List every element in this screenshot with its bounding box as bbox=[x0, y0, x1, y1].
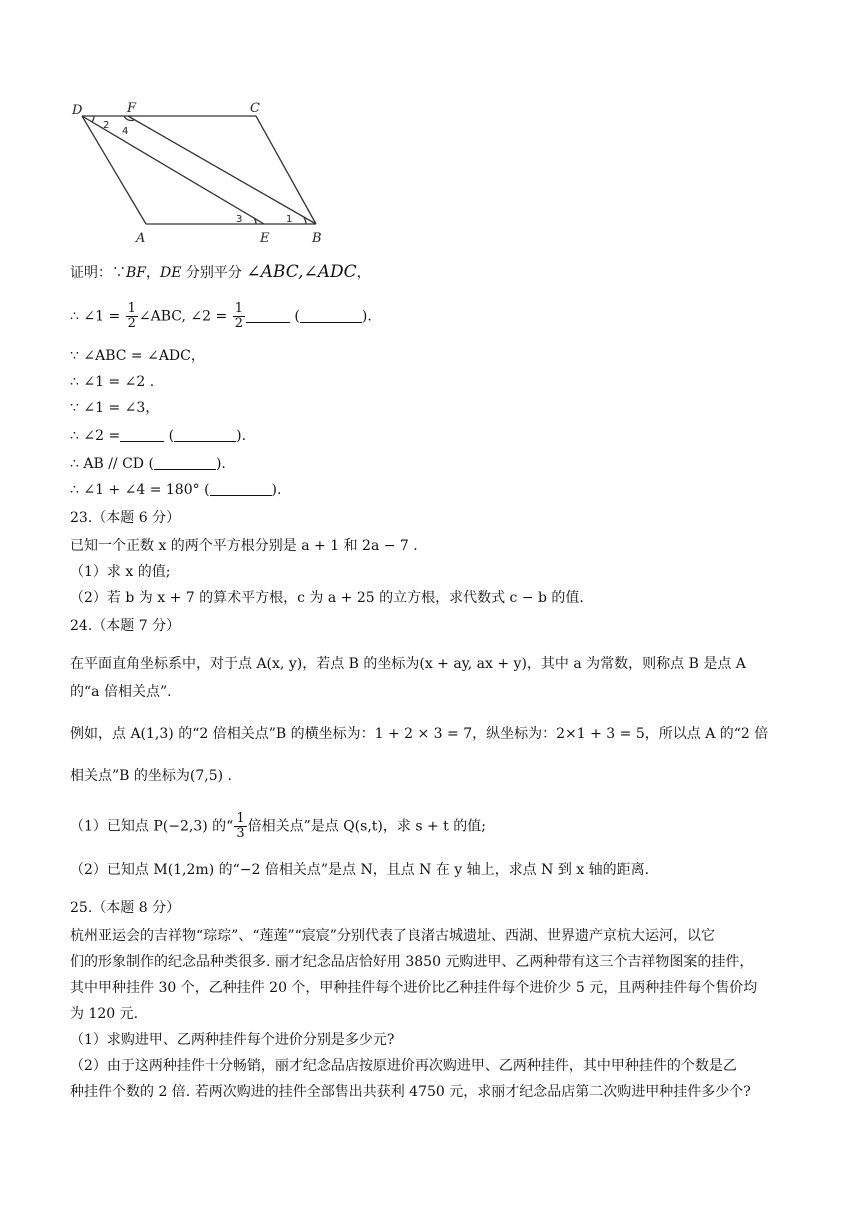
proof-text: ∠ABC, ∠2 = bbox=[138, 308, 228, 325]
label-d: D bbox=[72, 103, 83, 118]
fraction-denominator: 2 bbox=[234, 316, 243, 331]
parallelogram-figure bbox=[70, 98, 330, 248]
label-e: E bbox=[260, 231, 270, 246]
edge-cb bbox=[256, 116, 316, 224]
proof-text: ( bbox=[289, 308, 300, 325]
fraction-denominator: 2 bbox=[127, 316, 136, 331]
proof-text: ， bbox=[356, 265, 371, 281]
angle-2-arc bbox=[92, 116, 94, 122]
proof-line-8 bbox=[70, 480, 281, 500]
segment-de bbox=[82, 116, 264, 224]
q25-stem-line-1: 杭州亚运会的吉祥物“琮琮”、“莲莲”“宸宸”分别代表了良渚古城遗址、西湖、世界遗产京杭大运河，以它 bbox=[70, 928, 715, 944]
q25-stem-line-4: 为 120 元. bbox=[70, 1006, 139, 1022]
reason-blank[interactable] bbox=[300, 308, 362, 323]
proof-line-1 bbox=[70, 262, 371, 283]
proof-line-2 bbox=[70, 302, 372, 331]
answer-blank[interactable] bbox=[246, 308, 290, 323]
angle-label-2: 2 bbox=[103, 120, 110, 131]
q25-part-2-line-1: （2）由于这两种挂件十分畅销，丽才纪念品店按原进价再次购进甲、乙两种挂件，其中甲种挂件的个数是乙 bbox=[70, 1058, 737, 1074]
reason-blank[interactable] bbox=[154, 455, 216, 470]
q24-example-line-1: 例如，点 A(1,3) 的“2 倍相关点”B 的横坐标为：1 + 2 × 3 = 7，纵坐标为：2×1 + 3 = 5，所以点 A 的“2 倍 bbox=[70, 726, 769, 742]
q25-stem-line-3: 其中甲种挂件 30 个，乙种挂件 20 个，甲种挂件每个进价比乙种挂件每个进价少 5 元，且两种挂件每个售价均 bbox=[70, 980, 758, 996]
q24-part-2: （2）已知点 M(1,2m) 的“−2 倍相关点”是点 N，且点 N 在 y 轴上，求点 N 到 x 轴的距离. bbox=[70, 862, 650, 878]
answer-blank[interactable] bbox=[120, 427, 164, 442]
fraction-half bbox=[126, 302, 138, 331]
proof-text: 证明：∵ bbox=[70, 265, 126, 281]
proof-text: ∠ABC,∠ADC bbox=[246, 262, 357, 282]
question-text: （1）已知点 P(−2,3) 的“ bbox=[70, 818, 234, 835]
proof-line-5: ∵ ∠1 = ∠3， bbox=[70, 400, 160, 416]
proof-line-4: ∴ ∠1 = ∠2 . bbox=[70, 374, 155, 390]
proof-text: ). bbox=[236, 428, 247, 444]
q23-part-2: （2）若 b 为 x + 7 的算术平方根，c 为 a + 25 的立方根，求代数式 c − b 的值. bbox=[70, 590, 584, 606]
fraction-denominator: 3 bbox=[236, 826, 245, 841]
proof-text: ∴ ∠2 = bbox=[70, 428, 121, 444]
label-a: A bbox=[136, 231, 146, 246]
q24-part-1 bbox=[70, 812, 486, 841]
q23-header: 23.（本题 6 分） bbox=[70, 510, 181, 526]
proof-text: ∴ ∠1 = bbox=[70, 308, 121, 325]
proof-text: ). bbox=[271, 482, 282, 498]
q24-example-line-2: 相关点”B 的坐标为(7,5) . bbox=[70, 768, 232, 784]
proof-line-6 bbox=[70, 426, 246, 446]
proof-line-7 bbox=[70, 454, 226, 474]
fraction-numerator: 1 bbox=[127, 301, 136, 316]
q25-part-1: （1）求购进甲、乙两种挂件每个进价分别是多少元? bbox=[70, 1032, 395, 1048]
reason-blank[interactable] bbox=[210, 481, 272, 496]
angle-label-1: 1 bbox=[286, 214, 293, 225]
q23-stem: 已知一个正数 x 的两个平方根分别是 a + 1 和 2a − 7 . bbox=[70, 538, 418, 554]
proof-text: ( bbox=[164, 428, 175, 444]
q25-header: 25.（本题 8 分） bbox=[70, 900, 181, 916]
proof-line-3: ∵ ∠ABC = ∠ADC， bbox=[70, 348, 205, 364]
question-text: 倍相关点”是点 Q(s,t)，求 s + t 的值; bbox=[247, 818, 486, 835]
reason-blank[interactable] bbox=[174, 427, 236, 442]
q25-part-2-line-2: 种挂件个数的 2 倍. 若两次购进的挂件全部售出共获利 4750 元，求丽才纪念品店第二次购进甲种挂件多少个? bbox=[70, 1084, 751, 1100]
edge-da bbox=[82, 116, 146, 224]
proof-text: BF bbox=[126, 265, 147, 281]
proof-text: ∴ AB // CD ( bbox=[70, 456, 154, 472]
label-b: B bbox=[312, 231, 322, 246]
fraction-half bbox=[233, 302, 245, 331]
angle-label-4: 4 bbox=[122, 126, 129, 137]
q23-part-1: （1）求 x 的值; bbox=[70, 564, 171, 580]
label-f: F bbox=[127, 101, 137, 116]
proof-text: DE bbox=[160, 265, 182, 281]
proof-text: ∴ ∠1 + ∠4 = 180° ( bbox=[70, 482, 210, 498]
fraction-numerator: 1 bbox=[234, 301, 243, 316]
q24-stem-line-1: 在平面直角坐标系中，对于点 A(x, y)，若点 B 的坐标为(x + ay, ax + y)，其中 a 为常数，则称点 B 是点 A bbox=[70, 656, 746, 672]
label-c: C bbox=[250, 101, 260, 116]
proof-text: ). bbox=[361, 308, 372, 325]
proof-text: ， bbox=[146, 265, 161, 281]
q24-stem-line-2: 的“a 倍相关点”. bbox=[70, 684, 172, 700]
fraction-one-third bbox=[234, 812, 246, 841]
segment-fb bbox=[128, 116, 316, 224]
proof-text: ). bbox=[215, 456, 226, 472]
q25-stem-line-2: 们的形象制作的纪念品种类很多. 丽才纪念品店恰好用 3850 元购进甲、乙两种带有这三个吉祥物图案的挂件， bbox=[70, 954, 754, 970]
angle-1-arc bbox=[304, 218, 306, 224]
angle-label-3: 3 bbox=[236, 214, 243, 225]
proof-text: 分别平分 bbox=[181, 265, 247, 281]
q24-header: 24.（本题 7 分） bbox=[70, 618, 181, 634]
fraction-numerator: 1 bbox=[236, 811, 245, 826]
